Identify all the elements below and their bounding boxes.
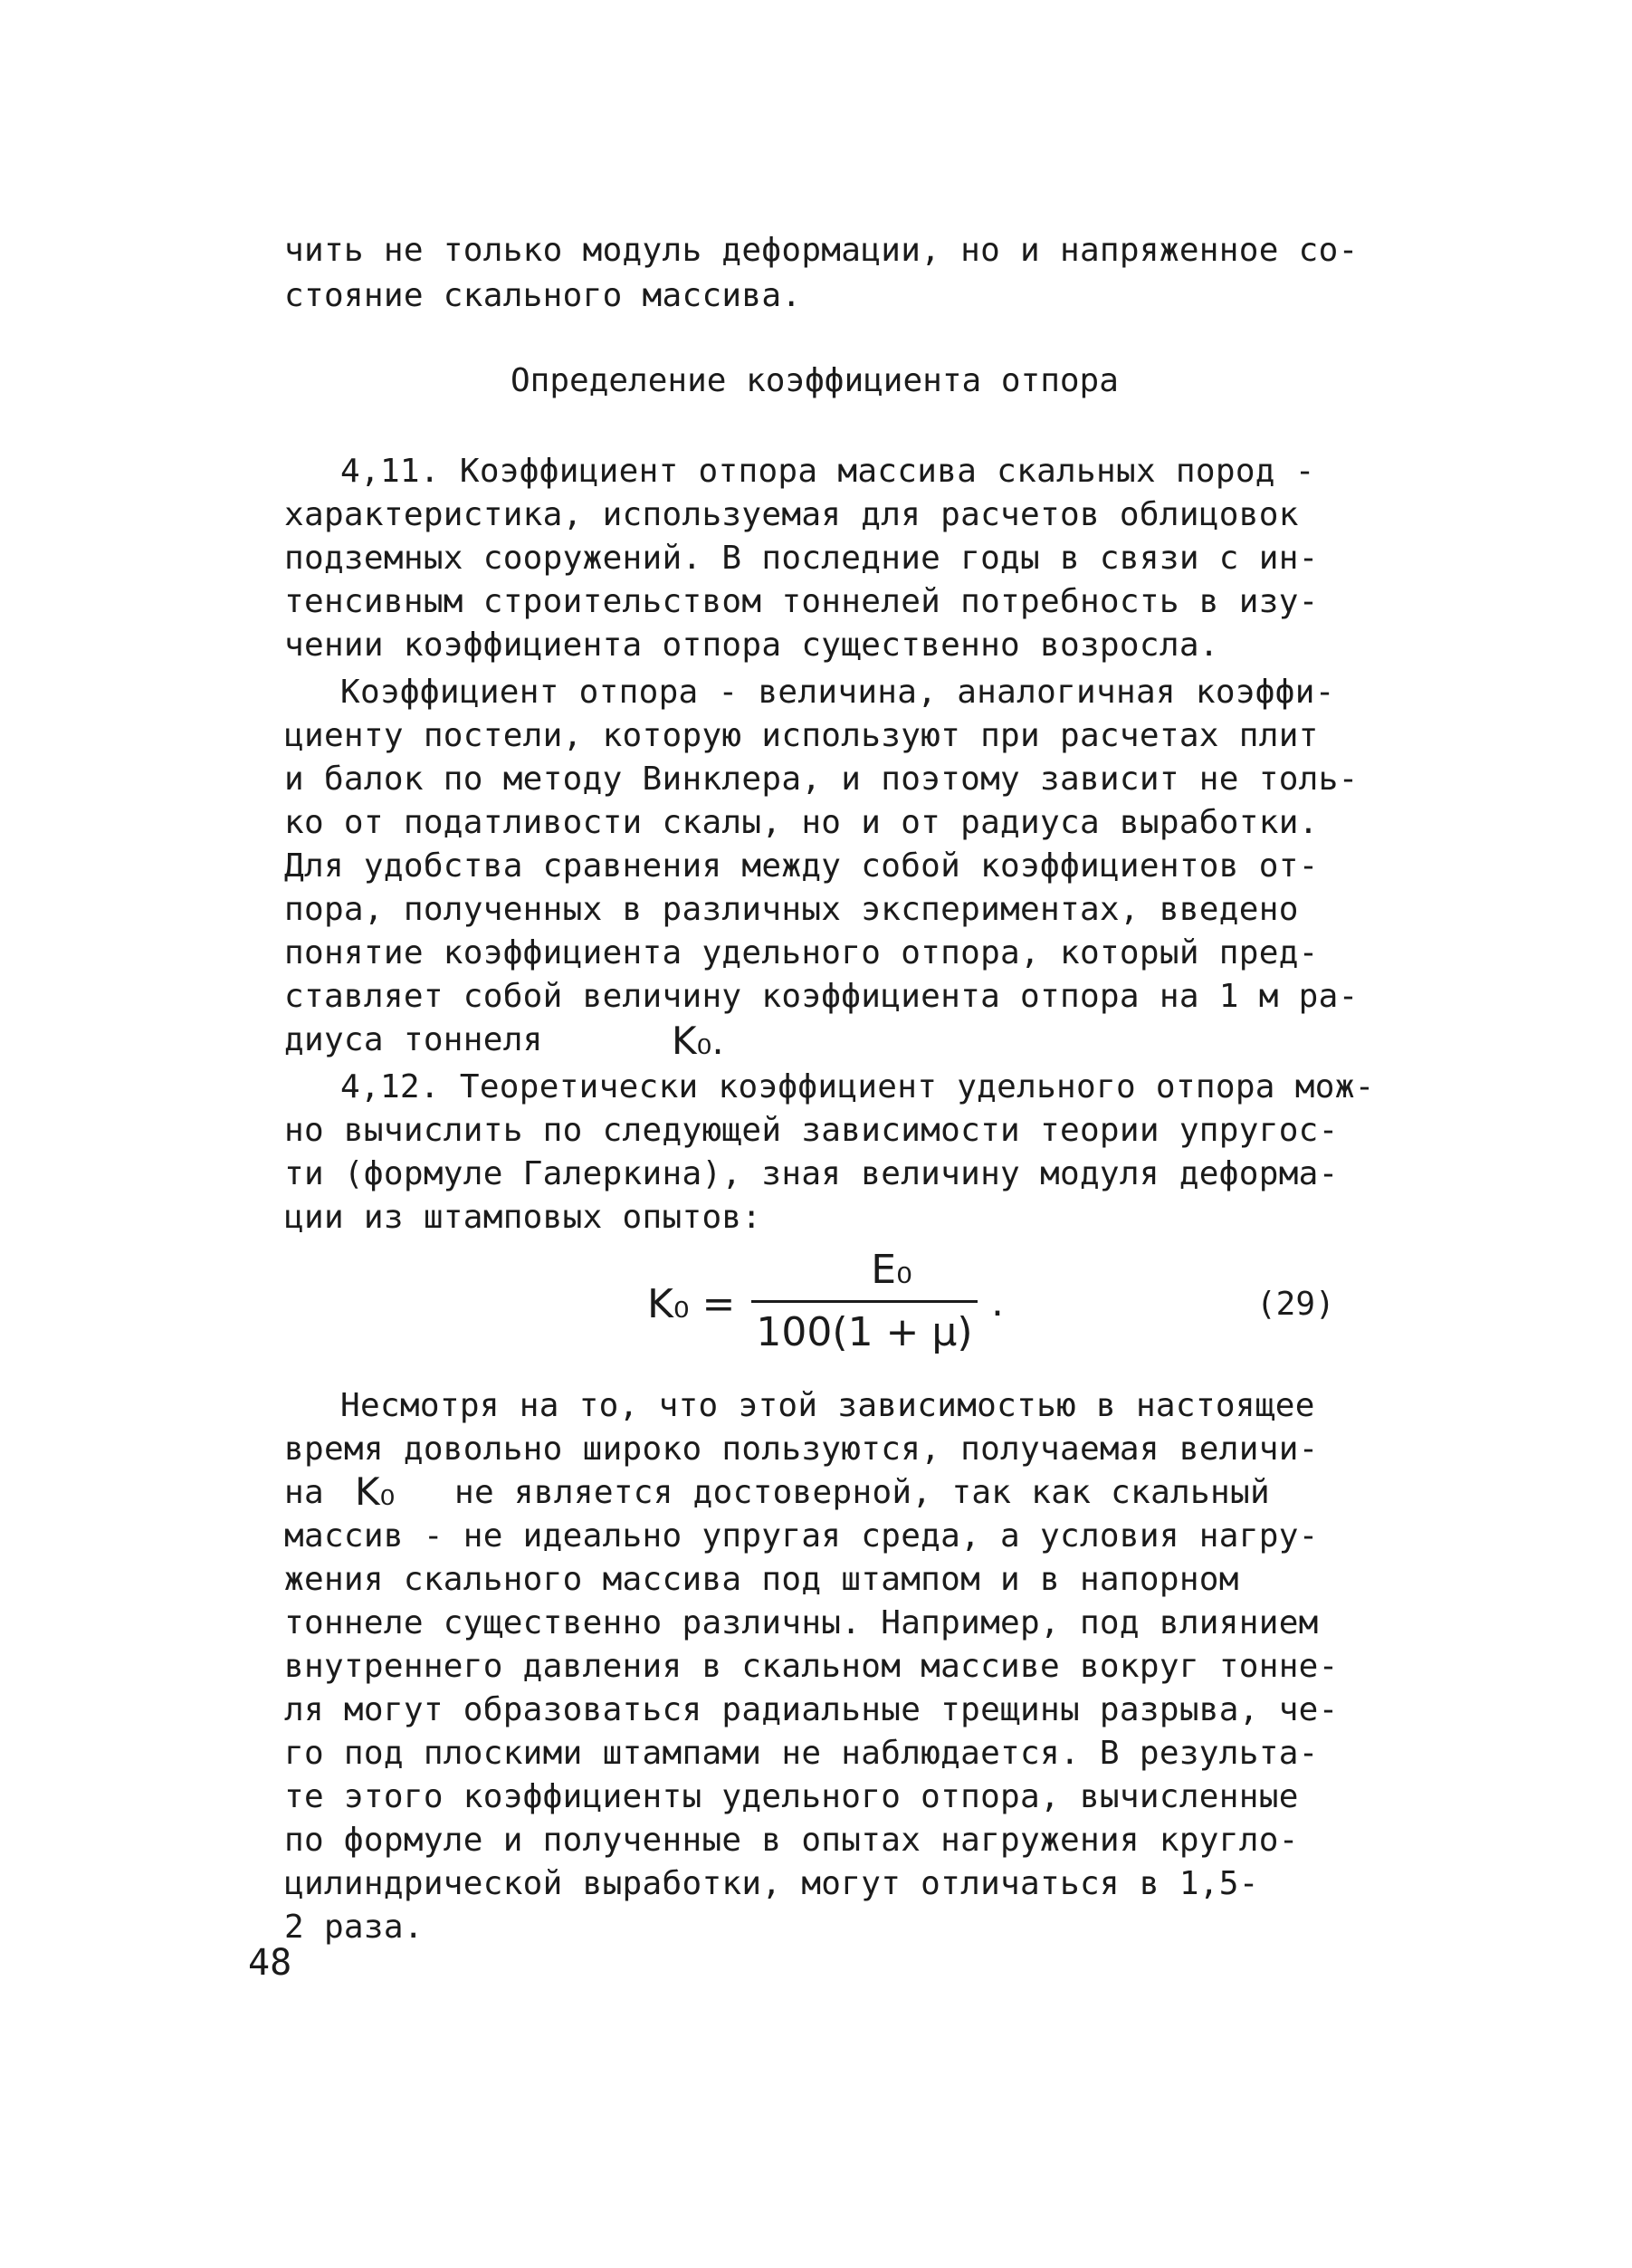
para-k-line-8: ставляет собой величину коэффициента отпора на 1 м ра- — [284, 978, 1359, 1015]
para-4-11-line-4: тенсивным строительством тоннелей потребность в изу- — [284, 583, 1319, 620]
k0-symbol-inline-2: K₀ — [355, 1469, 396, 1514]
intro-line-2: стояние скального массива. — [284, 277, 802, 314]
formula-fraction-bar — [751, 1300, 978, 1303]
para-4-12-line-1: 4,12. Теоретически коэффициент удельного отпора мож- — [340, 1068, 1375, 1105]
para-4-11-line-2: характеристика, используемая для расчетов облицовок — [284, 496, 1299, 533]
para-4-11-line-3: подземных сооружений. В последние годы в связи с ин- — [284, 540, 1319, 577]
para-k-line-9: диуса тоннеля — [284, 1021, 543, 1058]
para-result-line-5: жения скального массива под штампом и в напорном — [284, 1561, 1239, 1598]
para-result-line-13: 2 раза. — [284, 1909, 424, 1946]
para-4-12-line-3: ти (формуле Галеркина), зная величину модуля деформа- — [284, 1155, 1339, 1192]
para-result-line-8: ля могут образоваться радиальные трещины разрыва, че- — [284, 1691, 1339, 1728]
para-result-line-10: те этого коэффициенты удельного отпора, вычисленные — [284, 1778, 1299, 1815]
formula-denominator: 100(1 + μ) — [756, 1309, 973, 1355]
para-result-line-9: го под плоскими штампами не наблюдается. В результа- — [284, 1735, 1319, 1772]
para-result-line-2: время довольно широко пользуются, получаемая величи- — [284, 1431, 1319, 1468]
para-result-line-4: массив - не идеально упругая среда, а условия нагру- — [284, 1517, 1319, 1555]
para-k-line-5: Для удобства сравнения между собой коэффициентов от- — [284, 847, 1319, 885]
formula-trailing-dot: . — [991, 1279, 1004, 1325]
para-k-line-6: пора, полученных в различных экспериментах, введено — [284, 891, 1299, 928]
formula-lhs: K₀ = — [647, 1281, 736, 1327]
para-4-11-line-5: чении коэффициента отпора существенно возросла. — [284, 627, 1219, 664]
para-k-line-1: Коэффициент отпора - величина, аналогичная коэффи- — [340, 674, 1335, 711]
para-result-line-12: цилиндрической выработки, могут отличаться в 1,5- — [284, 1865, 1259, 1902]
para-k-line-3: и балок по методу Винклера, и поэтому зависит не толь- — [284, 761, 1359, 798]
formula-numerator: E₀ — [871, 1247, 912, 1293]
para-k-line-2: циенту постели, которую используют при расчетах плит — [284, 717, 1319, 754]
para-4-11-line-1: 4,11. Коэффициент отпора массива скальных пород - — [340, 453, 1315, 490]
para-result-line-6: тоннеле существенно различны. Например, под влиянием — [284, 1604, 1319, 1641]
page-number: 48 — [248, 1942, 292, 1984]
para-result-line-7: внутреннего давления в скальном массиве вокруг тонне- — [284, 1648, 1339, 1685]
para-k-line-4: ко от податливости скалы, но и от радиуса выработки. — [284, 804, 1319, 841]
formula-29 — [647, 1248, 1027, 1365]
para-4-12-line-2: но вычислить по следующей зависимости теории упругос- — [284, 1112, 1339, 1149]
section-heading: Определение коэффициента отпора — [511, 362, 1119, 399]
equation-number: (29) — [1256, 1286, 1335, 1323]
para-k-line-7: понятие коэффициента удельного отпора, который пред- — [284, 934, 1319, 971]
para-4-12-line-4: ции из штамповых опытов: — [284, 1199, 762, 1236]
k0-symbol-inline: K₀. — [672, 1019, 724, 1063]
para-result-line-3-suffix: не является достоверной, так как скальный — [454, 1474, 1270, 1511]
para-result-line-3-prefix: на — [284, 1474, 324, 1511]
para-result-line-1: Несмотря на то, что этой зависимостью в настоящее — [340, 1387, 1315, 1424]
intro-line-1: чить не только модуль деформации, но и напряженное со- — [284, 232, 1359, 269]
para-result-line-11: по формуле и полученные в опытах нагружения кругло- — [284, 1822, 1299, 1859]
